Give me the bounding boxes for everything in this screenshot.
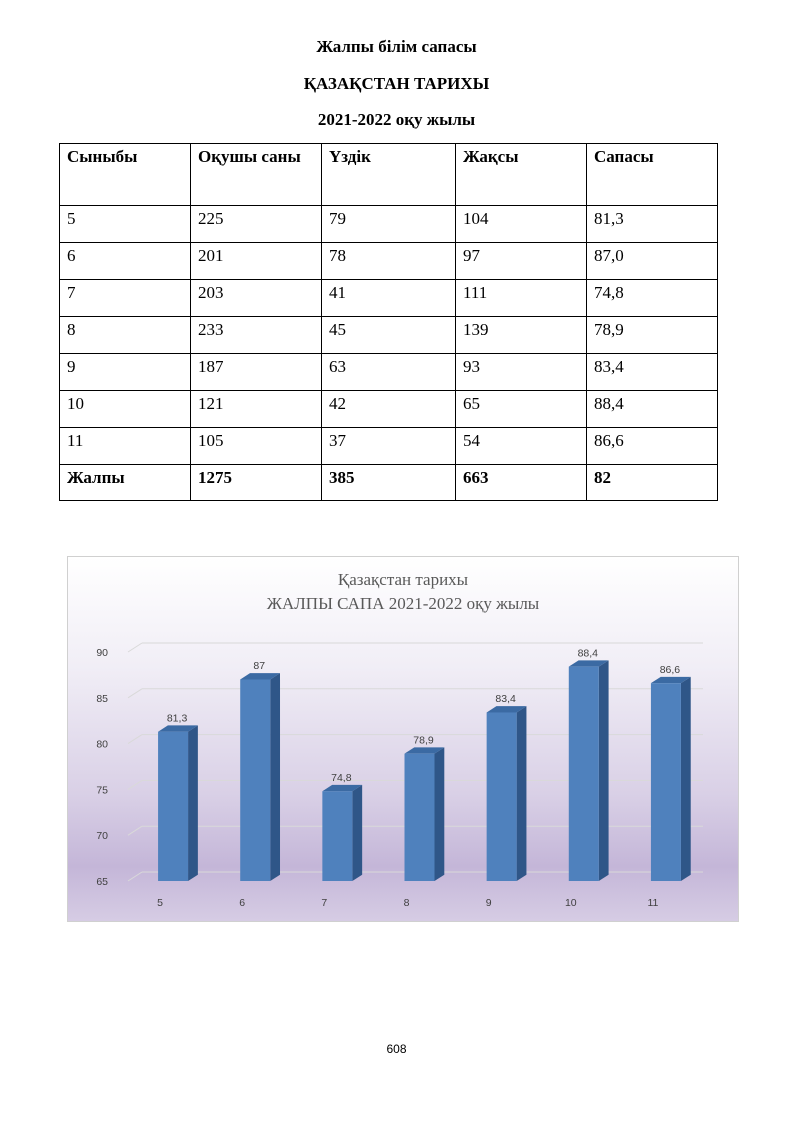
bar <box>487 712 517 881</box>
x-tick-label: 6 <box>239 897 246 909</box>
grades-table <box>59 143 718 501</box>
gridline-depth <box>128 643 142 652</box>
table-row <box>60 391 718 428</box>
bar <box>569 667 599 881</box>
table-row <box>60 317 718 354</box>
cell-class: 8 <box>60 317 191 354</box>
cell-good: 104 <box>456 206 587 243</box>
cell-good: 111 <box>456 280 587 317</box>
school-year: 2021-2022 оқу жылы <box>317 110 476 129</box>
bar-side <box>352 785 362 881</box>
cell-good: 139 <box>456 317 587 354</box>
cell-class: 9 <box>60 354 191 391</box>
x-tick-label: 7 <box>321 897 328 909</box>
cell-students: 203 <box>191 280 322 317</box>
y-tick-label: 65 <box>96 876 108 888</box>
total-good: 663 <box>456 465 587 501</box>
x-tick-label: 8 <box>403 897 410 909</box>
cell-excellent: 42 <box>322 391 456 428</box>
data-label: 78,9 <box>413 734 434 747</box>
cell-class: 11 <box>60 428 191 465</box>
y-tick-label: 80 <box>96 738 108 751</box>
x-tick-label: 9 <box>485 897 492 909</box>
cell-quality: 78,9 <box>587 317 718 354</box>
cell-students: 105 <box>191 428 322 465</box>
cell-quality: 87,0 <box>587 243 718 280</box>
bar <box>651 683 681 881</box>
gridline-depth <box>128 826 142 835</box>
y-tick-label: 90 <box>96 647 108 659</box>
data-label: 81,3 <box>166 712 188 725</box>
cell-excellent: 63 <box>322 354 456 391</box>
cell-quality: 81,3 <box>587 206 718 243</box>
cell-class: 7 <box>60 280 191 317</box>
quality-chart <box>67 556 739 922</box>
x-tick-label: 11 <box>647 897 659 909</box>
cell-good: 93 <box>456 354 587 391</box>
bar <box>240 679 270 881</box>
cell-excellent: 45 <box>322 317 456 354</box>
gridline-depth <box>128 780 142 789</box>
cell-class: 10 <box>60 391 191 428</box>
cell-excellent: 41 <box>322 280 456 317</box>
page-number: 608 <box>386 1042 407 1056</box>
cell-good: 97 <box>456 243 587 280</box>
cell-excellent: 79 <box>322 206 456 243</box>
header-good: Жақсы <box>456 144 587 206</box>
total-quality: 82 <box>587 465 718 501</box>
cell-students: 121 <box>191 391 322 428</box>
y-tick-label: 70 <box>96 830 108 843</box>
table-total-row <box>60 465 718 501</box>
data-label: 87 <box>253 660 266 673</box>
bar <box>322 791 352 881</box>
bar-side <box>517 706 527 881</box>
cell-class: 6 <box>60 243 191 280</box>
header-students: Оқушы саны <box>191 144 322 206</box>
cell-students: 225 <box>191 206 322 243</box>
bar <box>405 754 435 881</box>
bar-side <box>599 660 609 881</box>
table-row <box>60 280 718 317</box>
data-label: 83,4 <box>495 693 516 706</box>
subject-title: ҚАЗАҚСТАН ТАРИХЫ <box>303 74 490 93</box>
chart-svg <box>68 557 738 921</box>
y-tick-label: 75 <box>96 784 108 797</box>
total-label: Жалпы <box>60 465 191 501</box>
cell-students: 201 <box>191 243 322 280</box>
bar-side <box>188 725 198 881</box>
cell-quality: 88,4 <box>587 391 718 428</box>
cell-excellent: 78 <box>322 243 456 280</box>
data-label: 74,8 <box>331 771 352 784</box>
bar-side <box>681 677 691 881</box>
x-tick-label: 5 <box>157 897 163 909</box>
header-quality: Сапасы <box>587 144 718 206</box>
cell-quality: 86,6 <box>587 428 718 465</box>
cell-students: 233 <box>191 317 322 354</box>
cell-class: 5 <box>60 206 191 243</box>
cell-students: 187 <box>191 354 322 391</box>
data-label: 88,4 <box>577 647 599 660</box>
cell-excellent: 37 <box>322 428 456 465</box>
data-label: 86,6 <box>659 663 681 676</box>
table-row <box>60 428 718 465</box>
total-excellent: 385 <box>322 465 456 501</box>
bar-side <box>270 673 280 881</box>
bar <box>158 732 188 881</box>
x-tick-label: 10 <box>564 897 577 909</box>
cell-quality: 83,4 <box>587 354 718 391</box>
document-heading: Жалпы білім сапасы <box>316 37 477 56</box>
gridline-depth <box>128 689 142 698</box>
total-students: 1275 <box>191 465 322 501</box>
header-class: Сыныбы <box>60 144 191 206</box>
bar-side <box>435 747 445 881</box>
cell-quality: 74,8 <box>587 280 718 317</box>
cell-good: 65 <box>456 391 587 428</box>
header-excellent: Үздік <box>322 144 456 206</box>
chart-title-line2: ЖАЛПЫ САПА 2021-2022 оқу жылы <box>266 594 540 613</box>
gridline-depth <box>128 735 142 744</box>
table-header-row <box>60 144 718 206</box>
y-tick-label: 85 <box>96 692 108 705</box>
table-row <box>60 243 718 280</box>
chart-title-line1: Қазақстан тарихы <box>337 570 469 589</box>
table-row <box>60 354 718 391</box>
cell-good: 54 <box>456 428 587 465</box>
gridline-depth <box>128 872 142 881</box>
table-row <box>60 206 718 243</box>
